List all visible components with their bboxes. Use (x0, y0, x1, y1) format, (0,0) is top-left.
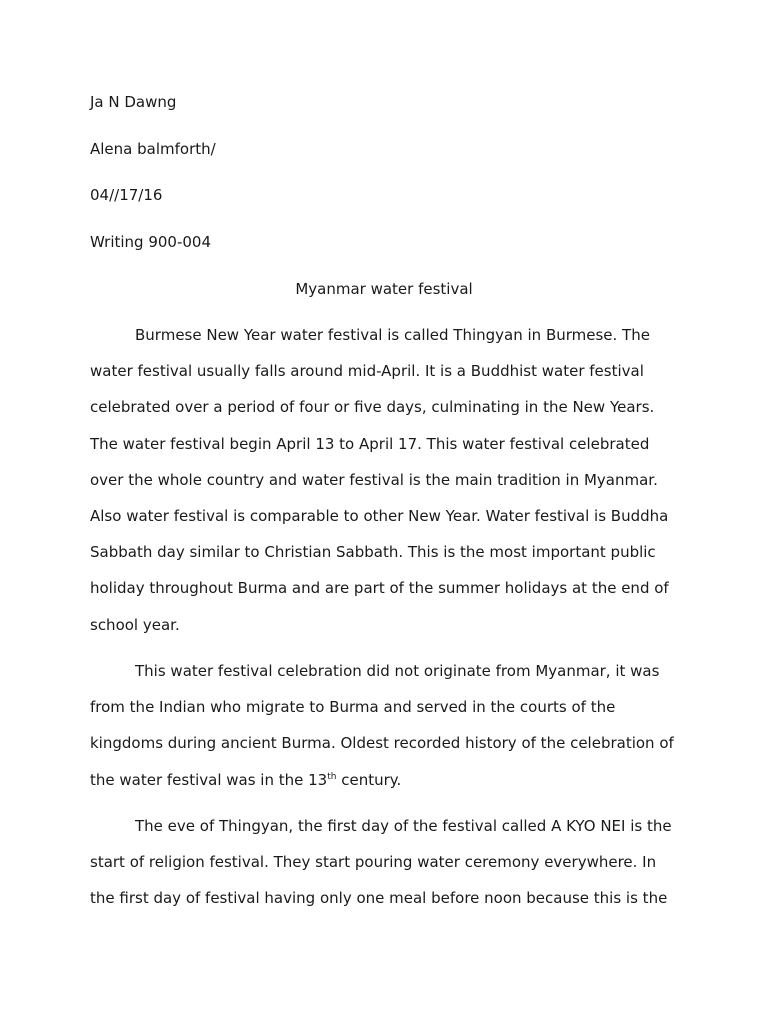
paragraph-line: This water festival celebration did not originate from Myanmar, it was (135, 662, 660, 680)
paragraph-2 (90, 653, 690, 798)
paragraph-line: start of religion festival. They start pouring water ceremony everywhere. In (90, 853, 657, 872)
author-name: Ja N Dawng (90, 93, 177, 111)
paragraph-line: the first day of festival having only one meal before noon because this is the (90, 889, 668, 908)
paragraph-line (90, 762, 690, 798)
document-date: 04//17/16 (90, 186, 163, 204)
paragraph-line: water festival usually falls around mid-April. It is a Buddhist water festival (90, 362, 644, 381)
paragraph-3 (90, 808, 690, 917)
line-text: century. (336, 770, 402, 789)
course-name: Writing 900-004 (90, 233, 212, 251)
paragraph-line: The water festival begin April 13 to April 17. This water festival celebrated (90, 434, 650, 453)
instructor-name: Alena balmforth/ (90, 140, 216, 158)
paragraph-line: kingdoms during ancient Burma. Oldest recorded history of the celebration of (90, 734, 674, 753)
paragraph-line: celebrated over a period of four or five days, culminating in the New Years. (90, 398, 655, 417)
paragraph-line: from the Indian who migrate to Burma and served in the courts of the (90, 698, 616, 717)
paragraph-1 (90, 317, 690, 643)
paragraph-line: over the whole country and water festival is the main tradition in Myanmar. (90, 470, 658, 489)
paragraph-line: Burmese New Year water festival is called Thingyan in Burmese. The (135, 326, 650, 344)
paragraph-line: Also water festival is comparable to other New Year. Water festival is Buddha (90, 507, 669, 526)
document-title: Myanmar water festival (295, 280, 473, 298)
paragraph-line: Sabbath day similar to Christian Sabbath. This is the most important public (90, 543, 656, 562)
ordinal-suffix: th (327, 771, 337, 782)
paragraph-line: holiday throughout Burma and are part of the summer holidays at the end of (90, 579, 669, 598)
paragraph-line: school year. (90, 615, 180, 634)
paragraph-line: The eve of Thingyan, the first day of the festival called A KYO NEI is the (135, 817, 672, 835)
line-text: the water festival was in the 13 (90, 770, 328, 789)
